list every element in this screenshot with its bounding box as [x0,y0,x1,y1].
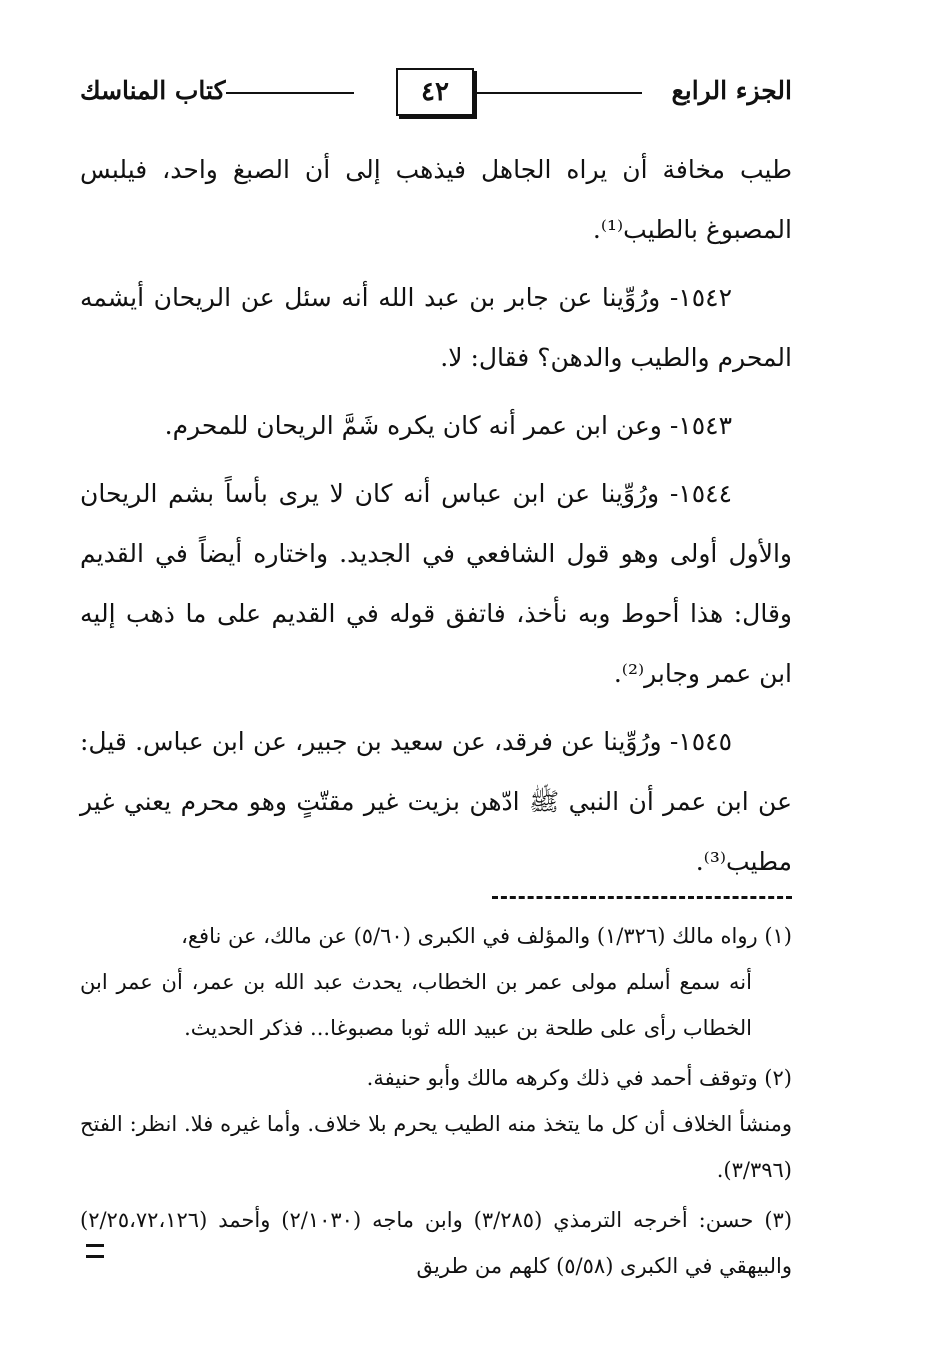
header-rule-left [208,92,354,94]
page-number: ٤٢ [396,68,474,116]
main-text [80,140,792,892]
paragraph-1542: ١٥٤٢- ورُوِّينا عن جابر بن عبد الله أنه سئل عن الريحان أيشمه المحرم والطيب والدهن؟ فقال: لا. [80,283,792,372]
footnote-1-line-2: أنه سمع أسلم مولى عمر بن الخطاب، يحدث عبد الله بن عمر، أن عمر ابن الخطاب رأى على طلحة بن عبيد الله ثوبا مصبوغا... فذكر الحديث. [80,970,752,1040]
footnote-2-line-2: ومنشأ الخلاف أن كل ما يتخذ منه الطيب يحرم بلا خلاف. وأما غيره فلا. انظر: الفتح (٣/٣٩٦). [80,1112,792,1182]
paragraph-1544: ١٥٤٤- ورُوِّينا عن ابن عباس أنه كان لا يرى بأساً بشم الريحان والأول أولى وهو قول الشافعي في الجديد. واختاره أيضاً في القديم وقال: هذا أحوط وبه نأخذ، فاتفق قوله في القديم على ما ذهب إليه ابن عمر وجابر⁽²⁾. [80,479,792,688]
footnote-1 [80,913,792,1051]
footnote-2-line-1: (٢) وتوقف أحمد في ذلك وكرهه مالك وأبو حنيفة. [366,1066,792,1090]
footnotes [80,913,792,1289]
book-title: كتاب المناسك [80,75,226,105]
continuation-mark [86,1244,104,1258]
footnote-separator [492,896,792,899]
page-header [80,58,792,122]
part-title: الجزء الرابع [671,75,792,105]
paragraph-1545: ١٥٤٥- ورُوِّينا عن فرقد، عن سعيد بن جبير، عن ابن عباس. قيل: عن ابن عمر أن النبي ﷺ ادّهن بزيت غير مقتّتٍ وهو محرم يعني غير مطيب⁽³⁾. [80,727,792,876]
book-page [80,58,792,1293]
header-rule-right [474,92,642,94]
paragraph-continuation: طيب مخافة أن يراه الجاهل فيذهب إلى أن الصبغ واحد، فيلبس المصبوغ بالطيب⁽¹⁾. [80,155,792,244]
footnote-3-line-1: (٣) حسن: أخرجه الترمذي (٣/٢٨٥) وابن ماجه (٢/١٠٣٠) وأحمد (٢/٢٥،٧٢،١٢٦) والبيهقي في الكبرى (٥/٥٨) كلهم من طريق [80,1208,793,1278]
footnote-1-line-1: (١) رواه مالك (١/٣٢٦) والمؤلف في الكبرى (٥/٦٠) عن مالك، عن نافع، [181,924,792,948]
footnote-3 [80,1197,792,1289]
footnote-2 [80,1055,792,1193]
paragraph-1543: ١٥٤٣- وعن ابن عمر أنه كان يكره شَمَّ الريحان للمحرم. [164,411,732,440]
